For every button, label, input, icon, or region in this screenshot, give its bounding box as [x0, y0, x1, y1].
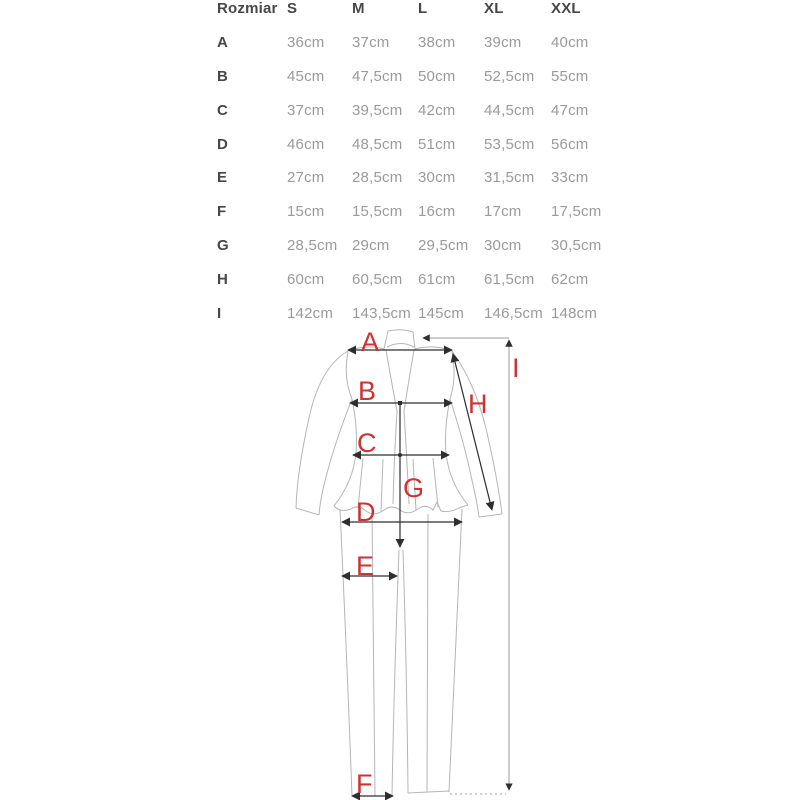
row-label-h: H	[217, 270, 229, 288]
measure-label-a: A	[361, 327, 380, 357]
size-value: 28,5cm	[352, 169, 403, 187]
size-value: 17,5cm	[551, 203, 602, 221]
measure-label-c: C	[357, 428, 377, 458]
collar-inner-line	[387, 344, 414, 348]
size-value: 61,5cm	[484, 270, 535, 288]
lapel-right-line	[404, 350, 414, 411]
size-value: 39,5cm	[352, 101, 403, 119]
size-value: 40cm	[551, 34, 589, 52]
trouser-left-inner-line	[392, 550, 399, 796]
row-label-f: F	[217, 203, 227, 221]
size-value: 45cm	[287, 67, 325, 85]
row-label-c: C	[217, 101, 229, 119]
size-value: 48,5cm	[352, 135, 403, 153]
measure-label-e: E	[356, 551, 375, 581]
size-value: 143,5cm	[352, 304, 411, 322]
size-value: 15cm	[287, 203, 325, 221]
row-label-i: I	[217, 304, 222, 322]
size-value: 38cm	[418, 34, 456, 52]
trouser-right-crease-line	[427, 514, 428, 792]
measure-g-top-dot	[398, 401, 402, 405]
column-header-l: L	[418, 0, 428, 18]
size-value: 60,5cm	[352, 270, 403, 288]
column-header-m: M	[352, 0, 365, 18]
size-value: 60cm	[287, 270, 325, 288]
measure-label-h: H	[468, 389, 488, 419]
size-value: 56cm	[551, 135, 589, 153]
size-value: 29,5cm	[418, 236, 469, 254]
size-value: 17cm	[484, 203, 522, 221]
size-value: 30cm	[484, 236, 522, 254]
lapel-left-line	[386, 350, 397, 411]
row-label-d: D	[217, 135, 229, 153]
size-value: 31,5cm	[484, 169, 535, 187]
trouser-left-outer-line	[340, 509, 352, 796]
size-value: 53,5cm	[484, 135, 535, 153]
row-label-e: E	[217, 169, 228, 187]
size-value: 28,5cm	[287, 236, 338, 254]
size-value: 15,5cm	[352, 203, 403, 221]
measure-label-b: B	[358, 376, 377, 406]
size-value: 44,5cm	[484, 101, 535, 119]
size-value: 47,5cm	[352, 67, 403, 85]
measure-label-i: I	[512, 353, 520, 383]
size-value: 62cm	[551, 270, 589, 288]
body-right-line	[446, 399, 469, 505]
size-value: 36cm	[287, 34, 325, 52]
peplum-hem-line	[334, 502, 468, 514]
size-value: 16cm	[418, 203, 456, 221]
size-value: 27cm	[287, 169, 325, 187]
measure-g-cross-dot	[398, 453, 402, 457]
size-value: 52,5cm	[484, 67, 535, 85]
size-value: 47cm	[551, 101, 589, 119]
size-value: 30,5cm	[551, 236, 602, 254]
size-value: 145cm	[418, 304, 465, 322]
column-header-s: S	[287, 0, 298, 18]
armhole-right-line	[450, 352, 454, 399]
size-value: 142cm	[287, 304, 334, 322]
armhole-left-line	[346, 352, 352, 399]
body-left-line	[334, 399, 357, 506]
measure-label-f: F	[356, 769, 373, 799]
size-value: 46cm	[287, 135, 325, 153]
measurement-letters	[356, 327, 520, 799]
sleeve-right-cuff-line	[479, 514, 502, 517]
size-value: 30cm	[418, 169, 456, 187]
sleeve-left-cuff-line	[296, 508, 319, 515]
size-value: 37cm	[352, 34, 390, 52]
column-header-rozmiar: Rozmiar	[217, 0, 278, 18]
size-value: 51cm	[418, 135, 456, 153]
size-value: 55cm	[551, 67, 589, 85]
size-value: 39cm	[484, 34, 522, 52]
size-value: 50cm	[418, 67, 456, 85]
sleeve-left-inner-line	[319, 399, 352, 515]
row-label-g: G	[217, 236, 229, 254]
peplum-fold-line	[381, 459, 383, 511]
row-label-a: A	[217, 34, 229, 52]
trouser-right-outer-line	[449, 509, 462, 792]
trouser-right-hem-line	[408, 791, 449, 793]
column-header-xl: XL	[484, 0, 504, 18]
measure-line-h	[453, 354, 492, 510]
sleeve-right-outer-line	[452, 351, 502, 514]
peplum-fold-line	[433, 458, 438, 507]
measure-label-d: D	[356, 497, 376, 527]
front-left-line	[393, 411, 397, 504]
size-value: 33cm	[551, 169, 589, 187]
size-value: 61cm	[418, 270, 456, 288]
size-value: 148cm	[551, 304, 598, 322]
size-value: 42cm	[418, 101, 456, 119]
size-value: 29cm	[352, 236, 390, 254]
measure-label-g: G	[403, 473, 425, 503]
column-header-xxl: XXL	[551, 0, 581, 18]
size-value: 37cm	[287, 101, 325, 119]
trouser-right-inner-line	[403, 550, 408, 793]
size-value: 146,5cm	[484, 304, 543, 322]
row-label-b: B	[217, 67, 229, 85]
